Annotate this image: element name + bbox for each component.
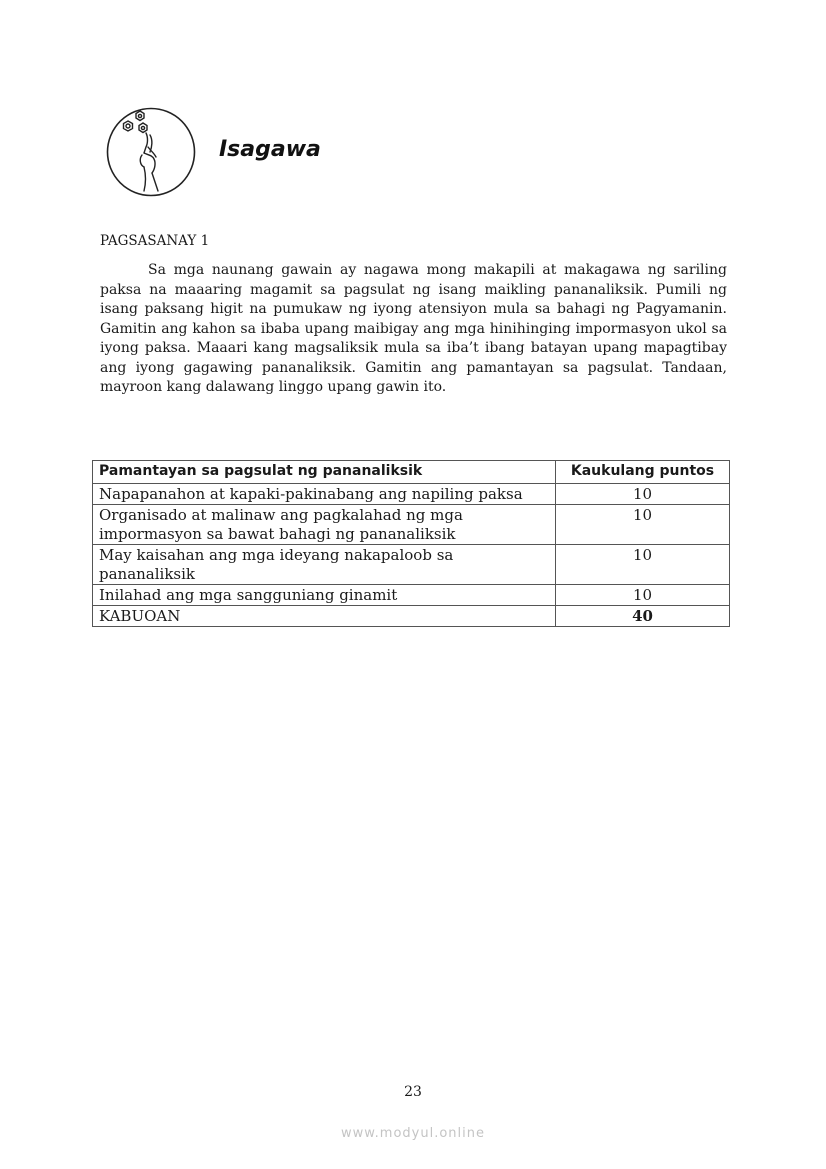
exercise-label: PAGSASANAY 1: [100, 233, 210, 249]
instructions-paragraph: Sa mga naunang gawain ay nagawa mong makapili at makagawa ng sariling paksa na maaaring magamit sa pagsulat ng isang maikling pananaliksik. Pumili ng isang paksang higit na pumukaw ng iyong atensiyon mula sa bahagi ng Pagyamanin. Gamitin ang kahon sa ibaba upang maibigay ang mga hinihinging impormasyon ukol sa iyong paksa. Maaari kang magsaliksik mula sa iba’t ibang batayan upang mapagtibay ang iyong gagawing pananaliksik. Gamitin ang pamantayan sa pagsulat. Tandaan, mayroon kang dalawang linggo upang gawin ito.: [100, 262, 727, 395]
table-row: [93, 505, 730, 545]
table-row: [93, 545, 730, 585]
points-cell: 10: [556, 505, 730, 545]
points-cell: 10: [556, 484, 730, 505]
criterion-cell: Napapanahon at kapaki-pakinabang ang napiling paksa: [93, 484, 556, 505]
table-row: [93, 585, 730, 606]
criterion-cell: May kaisahan ang mga ideyang nakapaloob sa pananaliksik: [93, 545, 556, 585]
criterion-cell: Inilahad ang mga sangguniang ginamit: [93, 585, 556, 606]
section-title: Isagawa: [219, 137, 321, 162]
hand-holding-gears-icon: [106, 107, 196, 197]
table-header-row: [93, 461, 730, 484]
total-points-cell: 40: [556, 606, 730, 627]
criteria-column-header: Pamantayan sa pagsulat ng pananaliksik: [93, 461, 556, 484]
watermark: www.modyul.online: [340, 1126, 486, 1141]
points-cell: 10: [556, 545, 730, 585]
page-number: 23: [404, 1084, 422, 1100]
points-cell: 10: [556, 585, 730, 606]
rubric-table: [92, 460, 730, 627]
table-row: [93, 484, 730, 505]
criterion-cell: Organisado at malinaw ang pagkalahad ng mga impormasyon sa bawat bahagi ng pananaliksik: [93, 505, 556, 545]
total-label-cell: KABUOAN: [93, 606, 556, 627]
total-row: [93, 606, 730, 627]
points-column-header: Kaukulang puntos: [556, 461, 730, 484]
